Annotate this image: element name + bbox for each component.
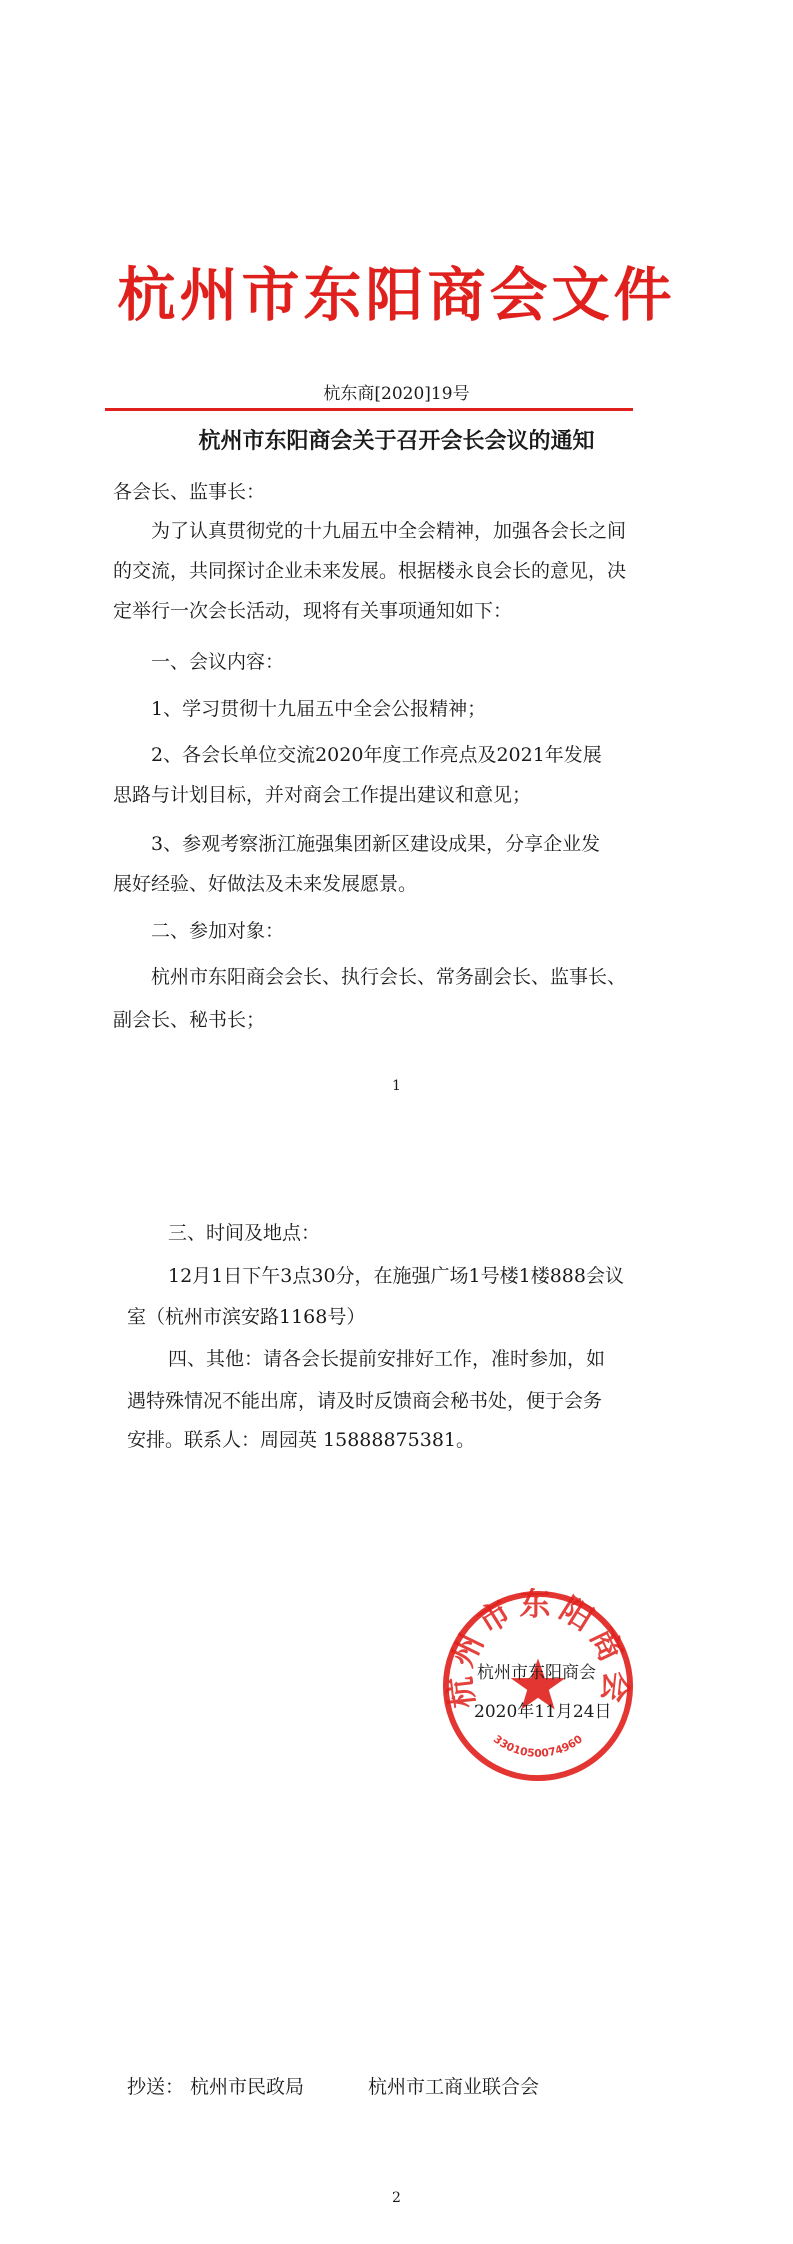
intro-line: 定举行一次会长活动，现将有关事项通知如下：: [113, 600, 513, 622]
other-line: 四、其他：请各会长提前安排好工作，准时参加，如: [168, 1348, 606, 1370]
agenda-item-1: 1、学习贯彻十九届五中全会公报精神；: [151, 698, 487, 720]
section-heading-time-place: 三、时间及地点：: [168, 1222, 321, 1244]
document-number: 杭东商[2020]19号: [323, 384, 470, 404]
header-divider: [105, 408, 633, 411]
page-number-2: 2: [392, 2190, 401, 2206]
section-heading-participants: 二、参加对象：: [151, 920, 285, 942]
salutation: 各会长、监事长：: [113, 481, 266, 503]
time-place-line: 室（杭州市滨安路1168号）: [127, 1306, 366, 1328]
cc-label: 抄送：: [127, 2076, 185, 2098]
cc-recipient: 杭州市民政局: [190, 2076, 305, 2098]
seal-ring-text: 杭州市东阳商会: [441, 1588, 635, 1710]
intro-line: 为了认真贯彻党的十九届五中全会精神，加强各会长之间: [151, 520, 627, 542]
other-line: 安排。联系人：周园英 15888875381。: [127, 1429, 476, 1451]
participants-line: 杭州市东阳商会会长、执行会长、常务副会长、监事长、: [151, 966, 627, 988]
agenda-item-2-cont: 思路与计划目标，并对商会工作提出建议和意见；: [113, 784, 532, 806]
participants-line: 副会长、秘书长；: [113, 1009, 266, 1031]
document-header-title: 杭州市东阳商会文件: [117, 261, 676, 329]
agenda-item-3: 3、参观考察浙江施强集团新区建设成果，分享企业发: [151, 833, 601, 855]
cc-recipient: 杭州市工商业联合会: [368, 2076, 540, 2098]
seal-code: 3301050074960: [491, 1732, 585, 1760]
page-number-1: 1: [392, 1078, 401, 1094]
time-place-line: 12月1日下午3点30分，在施强广场1号楼1楼888会议: [168, 1265, 624, 1287]
official-seal-stamp: [440, 1588, 636, 1784]
signature-date: 2020年11月24日: [474, 1702, 612, 1722]
section-heading-content: 一、会议内容：: [151, 651, 285, 673]
agenda-item-2: 2、各会长单位交流2020年度工作亮点及2021年发展: [151, 744, 602, 766]
signature-organization: 杭州市东阳商会: [477, 1663, 596, 1683]
svg-text:3301050074960: [491, 1732, 585, 1759]
other-line: 遇特殊情况不能出席，请及时反馈商会秘书处，便于会务: [127, 1390, 603, 1412]
notice-title: 杭州市东阳商会关于召开会长会议的通知: [198, 429, 595, 454]
intro-line: 的交流，共同探讨企业未来发展。根据楼永良会长的意见，决: [113, 560, 627, 582]
agenda-item-3-cont: 展好经验、好做法及未来发展愿景。: [113, 873, 418, 895]
